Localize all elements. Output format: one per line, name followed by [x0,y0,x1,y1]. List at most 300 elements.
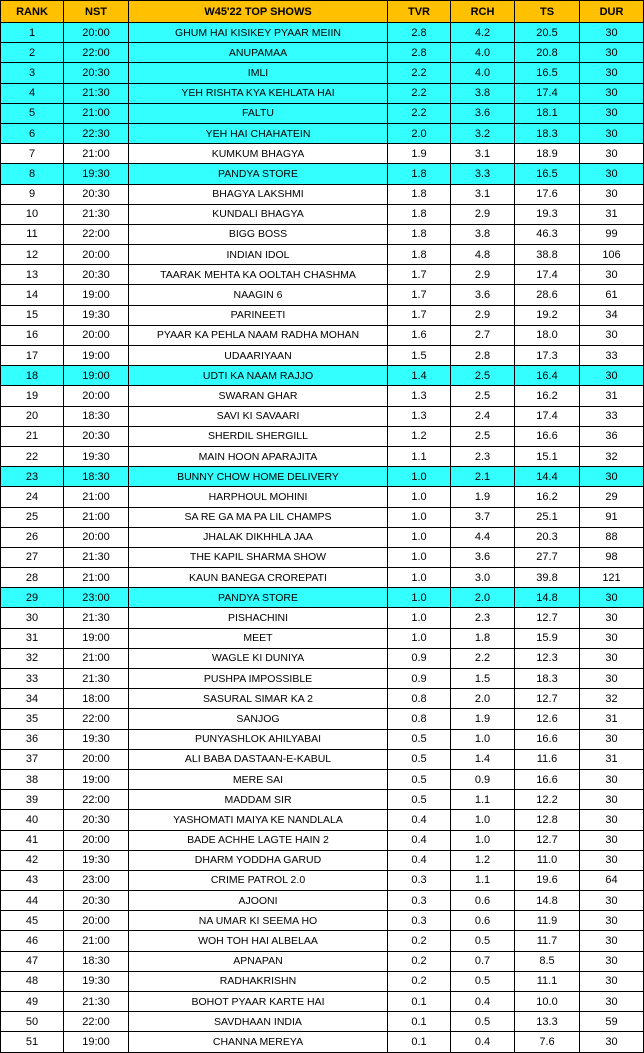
dur-cell: 99 [580,224,644,244]
rank-cell: 14 [1,285,64,305]
rch-cell: 0.5 [451,931,515,951]
nst-cell: 21:00 [64,507,129,527]
show-title-cell: SAVI KI SAVAARI [129,406,388,426]
dur-cell: 30 [580,83,644,103]
dur-cell: 91 [580,507,644,527]
ts-cell: 14.8 [515,891,580,911]
table-row [1,224,644,244]
rch-cell: 0.7 [451,951,515,971]
rank-cell: 24 [1,487,64,507]
tvr-cell: 0.1 [388,1032,451,1052]
rank-cell: 51 [1,1032,64,1052]
ts-cell: 13.3 [515,1012,580,1032]
tvr-cell: 0.4 [388,850,451,870]
tvr-cell: 1.2 [388,426,451,446]
show-title-cell: KUNDALI BHAGYA [129,204,388,224]
rch-cell: 3.6 [451,547,515,567]
rch-cell: 0.4 [451,1032,515,1052]
show-title-cell: BHAGYA LAKSHMI [129,184,388,204]
table-row [1,426,644,446]
rank-cell: 17 [1,346,64,366]
header-show: W45'22 TOP SHOWS [129,1,388,23]
dur-cell: 30 [580,830,644,850]
rch-cell: 1.8 [451,628,515,648]
table-body [1,23,644,1053]
nst-cell: 21:30 [64,547,129,567]
tvr-cell: 1.4 [388,366,451,386]
nst-cell: 18:30 [64,406,129,426]
table-row [1,608,644,628]
rch-cell: 1.9 [451,709,515,729]
tvr-cell: 2.2 [388,63,451,83]
table-row [1,446,644,466]
ts-cell: 25.1 [515,507,580,527]
rank-cell: 27 [1,547,64,567]
dur-cell: 30 [580,103,644,123]
ts-cell: 15.9 [515,628,580,648]
nst-cell: 20:30 [64,891,129,911]
table-row [1,43,644,63]
nst-cell: 20:30 [64,184,129,204]
dur-cell: 30 [580,608,644,628]
tvr-cell: 1.0 [388,527,451,547]
nst-cell: 20:30 [64,265,129,285]
ts-cell: 17.4 [515,265,580,285]
table-row [1,83,644,103]
rank-cell: 33 [1,669,64,689]
show-title-cell: PYAAR KA PEHLA NAAM RADHA MOHAN [129,325,388,345]
nst-cell: 19:00 [64,285,129,305]
show-title-cell: SASURAL SIMAR KA 2 [129,689,388,709]
table-row [1,568,644,588]
nst-cell: 21:30 [64,669,129,689]
show-title-cell: JHALAK DIKHHLA JAA [129,527,388,547]
nst-cell: 18:00 [64,689,129,709]
table-row [1,103,644,123]
rch-cell: 3.1 [451,144,515,164]
ts-cell: 17.4 [515,406,580,426]
header-nst: NST [64,1,129,23]
rch-cell: 1.9 [451,487,515,507]
dur-cell: 88 [580,527,644,547]
table-row [1,891,644,911]
dur-cell: 30 [580,123,644,143]
show-title-cell: UDAARIYAAN [129,346,388,366]
table-row [1,769,644,789]
show-title-cell: BIGG BOSS [129,224,388,244]
nst-cell: 21:00 [64,144,129,164]
ts-cell: 12.7 [515,689,580,709]
tvr-cell: 0.9 [388,648,451,668]
rch-cell: 0.4 [451,992,515,1012]
show-title-cell: HARPHOUL MOHINI [129,487,388,507]
tvr-cell: 0.4 [388,810,451,830]
show-title-cell: APNAPAN [129,951,388,971]
ts-cell: 16.5 [515,63,580,83]
dur-cell: 30 [580,648,644,668]
rch-cell: 2.8 [451,346,515,366]
header-rch: RCH [451,1,515,23]
show-title-cell: AJOONI [129,891,388,911]
table-row [1,850,644,870]
rank-cell: 20 [1,406,64,426]
rank-cell: 35 [1,709,64,729]
nst-cell: 22:00 [64,709,129,729]
dur-cell: 30 [580,23,644,43]
tvr-cell: 1.8 [388,224,451,244]
rank-cell: 1 [1,23,64,43]
nst-cell: 21:00 [64,648,129,668]
rch-cell: 2.4 [451,406,515,426]
rch-cell: 2.7 [451,325,515,345]
ts-cell: 16.6 [515,729,580,749]
tvr-cell: 0.1 [388,1012,451,1032]
nst-cell: 22:00 [64,790,129,810]
rank-cell: 47 [1,951,64,971]
dur-cell: 34 [580,305,644,325]
rch-cell: 1.0 [451,729,515,749]
rank-cell: 44 [1,891,64,911]
tvr-cell: 1.0 [388,547,451,567]
ts-cell: 14.4 [515,467,580,487]
rch-cell: 3.8 [451,224,515,244]
table-row [1,951,644,971]
dur-cell: 31 [580,204,644,224]
show-title-cell: TAARAK MEHTA KA OOLTAH CHASHMA [129,265,388,285]
show-title-cell: NA UMAR KI SEEMA HO [129,911,388,931]
dur-cell: 30 [580,144,644,164]
table-row [1,325,644,345]
dur-cell: 30 [580,1032,644,1052]
table-row [1,527,644,547]
ts-cell: 16.2 [515,386,580,406]
show-title-cell: UDTI KA NAAM RAJJO [129,366,388,386]
table-header-row [1,1,644,23]
show-title-cell: WAGLE KI DUNIYA [129,648,388,668]
dur-cell: 30 [580,467,644,487]
dur-cell: 121 [580,568,644,588]
tvr-cell: 1.1 [388,446,451,466]
show-title-cell: DHARM YODDHA GARUD [129,850,388,870]
rank-cell: 32 [1,648,64,668]
rank-cell: 2 [1,43,64,63]
rank-cell: 45 [1,911,64,931]
dur-cell: 30 [580,810,644,830]
show-title-cell: NAAGIN 6 [129,285,388,305]
tvr-cell: 2.8 [388,23,451,43]
dur-cell: 30 [580,325,644,345]
nst-cell: 19:30 [64,971,129,991]
rch-cell: 2.3 [451,608,515,628]
ts-cell: 39.8 [515,568,580,588]
ts-cell: 11.7 [515,931,580,951]
nst-cell: 21:00 [64,931,129,951]
table-row [1,1032,644,1052]
nst-cell: 23:00 [64,870,129,890]
table-row [1,305,644,325]
table-row [1,285,644,305]
nst-cell: 22:00 [64,224,129,244]
show-title-cell: PISHACHINI [129,608,388,628]
tvr-cell: 2.2 [388,103,451,123]
ts-cell: 14.8 [515,588,580,608]
rch-cell: 1.1 [451,870,515,890]
dur-cell: 30 [580,184,644,204]
dur-cell: 98 [580,547,644,567]
rank-cell: 26 [1,527,64,547]
rank-cell: 23 [1,467,64,487]
table-row [1,63,644,83]
rch-cell: 3.0 [451,568,515,588]
tvr-cell: 0.8 [388,709,451,729]
tvr-cell: 0.3 [388,870,451,890]
ts-cell: 16.2 [515,487,580,507]
table-row [1,547,644,567]
dur-cell: 30 [580,628,644,648]
rch-cell: 2.9 [451,305,515,325]
rank-cell: 25 [1,507,64,527]
show-title-cell: MERE SAI [129,769,388,789]
tvr-cell: 2.8 [388,43,451,63]
dur-cell: 29 [580,487,644,507]
ts-cell: 16.6 [515,426,580,446]
show-title-cell: SA RE GA MA PA LIL CHAMPS [129,507,388,527]
show-title-cell: MADDAM SIR [129,790,388,810]
rank-cell: 34 [1,689,64,709]
tvr-cell: 0.5 [388,790,451,810]
dur-cell: 33 [580,346,644,366]
tvr-cell: 1.6 [388,325,451,345]
table-row [1,588,644,608]
ts-cell: 12.7 [515,608,580,628]
rch-cell: 0.6 [451,891,515,911]
tvr-cell: 1.8 [388,164,451,184]
rch-cell: 1.5 [451,669,515,689]
show-title-cell: BADE ACHHE LAGTE HAIN 2 [129,830,388,850]
dur-cell: 30 [580,669,644,689]
ts-cell: 38.8 [515,245,580,265]
dur-cell: 30 [580,729,644,749]
dur-cell: 59 [580,1012,644,1032]
rch-cell: 3.6 [451,103,515,123]
show-title-cell: YASHOMATI MAIYA KE NANDLALA [129,810,388,830]
nst-cell: 21:00 [64,487,129,507]
rank-cell: 22 [1,446,64,466]
table-row [1,870,644,890]
ts-cell: 18.9 [515,144,580,164]
tvr-cell: 1.7 [388,305,451,325]
show-title-cell: CRIME PATROL 2.0 [129,870,388,890]
show-title-cell: KAUN BANEGA CROREPATI [129,568,388,588]
rch-cell: 3.3 [451,164,515,184]
ts-cell: 20.8 [515,43,580,63]
table-row [1,729,644,749]
tvr-cell: 0.8 [388,689,451,709]
rch-cell: 1.2 [451,850,515,870]
nst-cell: 21:30 [64,204,129,224]
rank-cell: 15 [1,305,64,325]
table-row [1,1012,644,1032]
nst-cell: 23:00 [64,588,129,608]
nst-cell: 20:00 [64,245,129,265]
table-row [1,790,644,810]
nst-cell: 19:00 [64,628,129,648]
table-row [1,204,644,224]
nst-cell: 20:30 [64,426,129,446]
ts-cell: 19.3 [515,204,580,224]
nst-cell: 20:00 [64,386,129,406]
rch-cell: 1.0 [451,830,515,850]
ts-cell: 20.3 [515,527,580,547]
dur-cell: 36 [580,426,644,446]
tvr-cell: 1.0 [388,588,451,608]
rank-cell: 50 [1,1012,64,1032]
table-row [1,184,644,204]
dur-cell: 31 [580,709,644,729]
rank-cell: 18 [1,366,64,386]
show-title-cell: KUMKUM BHAGYA [129,144,388,164]
ts-cell: 11.1 [515,971,580,991]
ts-cell: 19.2 [515,305,580,325]
tvr-cell: 0.2 [388,971,451,991]
ts-cell: 12.2 [515,790,580,810]
table-row [1,830,644,850]
show-title-cell: RADHAKRISHN [129,971,388,991]
ts-cell: 10.0 [515,992,580,1012]
rank-cell: 3 [1,63,64,83]
tvr-cell: 0.5 [388,769,451,789]
dur-cell: 30 [580,43,644,63]
rch-cell: 1.1 [451,790,515,810]
ts-cell: 20.5 [515,23,580,43]
rch-cell: 3.1 [451,184,515,204]
nst-cell: 19:30 [64,729,129,749]
nst-cell: 20:00 [64,911,129,931]
ts-cell: 7.6 [515,1032,580,1052]
nst-cell: 19:00 [64,769,129,789]
dur-cell: 30 [580,971,644,991]
tvr-cell: 0.3 [388,891,451,911]
nst-cell: 20:00 [64,749,129,769]
nst-cell: 20:30 [64,63,129,83]
tvr-cell: 0.3 [388,911,451,931]
table-row [1,749,644,769]
table-row [1,467,644,487]
dur-cell: 31 [580,386,644,406]
rank-cell: 9 [1,184,64,204]
tvr-cell: 1.8 [388,204,451,224]
rank-cell: 19 [1,386,64,406]
table-row [1,23,644,43]
header-dur: DUR [580,1,644,23]
show-title-cell: INDIAN IDOL [129,245,388,265]
ts-cell: 46.3 [515,224,580,244]
tvr-cell: 1.5 [388,346,451,366]
table-row [1,810,644,830]
nst-cell: 18:30 [64,951,129,971]
rank-cell: 31 [1,628,64,648]
show-title-cell: SANJOG [129,709,388,729]
tvr-cell: 0.4 [388,830,451,850]
table-row [1,911,644,931]
table-row [1,406,644,426]
dur-cell: 33 [580,406,644,426]
tvr-cell: 1.9 [388,144,451,164]
table-row [1,164,644,184]
rch-cell: 2.2 [451,648,515,668]
show-title-cell: PANDYA STORE [129,164,388,184]
nst-cell: 21:00 [64,103,129,123]
nst-cell: 21:30 [64,608,129,628]
dur-cell: 30 [580,992,644,1012]
rch-cell: 0.5 [451,971,515,991]
nst-cell: 22:30 [64,123,129,143]
tvr-cell: 1.0 [388,608,451,628]
dur-cell: 30 [580,951,644,971]
nst-cell: 22:00 [64,43,129,63]
header-rank: RANK [1,1,64,23]
tvr-cell: 0.2 [388,931,451,951]
table-row [1,366,644,386]
table-row [1,931,644,951]
rank-cell: 49 [1,992,64,1012]
rank-cell: 21 [1,426,64,446]
show-title-cell: ALI BABA DASTAAN-E-KABUL [129,749,388,769]
nst-cell: 20:00 [64,527,129,547]
dur-cell: 30 [580,63,644,83]
nst-cell: 21:30 [64,992,129,1012]
ts-cell: 12.7 [515,830,580,850]
rank-cell: 10 [1,204,64,224]
rank-cell: 16 [1,325,64,345]
tvr-cell: 0.1 [388,992,451,1012]
dur-cell: 30 [580,366,644,386]
show-title-cell: CHANNA MEREYA [129,1032,388,1052]
table-row [1,648,644,668]
tvr-cell: 0.9 [388,669,451,689]
ts-cell: 17.4 [515,83,580,103]
table-row [1,628,644,648]
tvr-cell: 1.0 [388,568,451,588]
dur-cell: 30 [580,850,644,870]
rch-cell: 4.0 [451,63,515,83]
tvr-cell: 2.0 [388,123,451,143]
rank-cell: 11 [1,224,64,244]
rank-cell: 29 [1,588,64,608]
ts-cell: 18.3 [515,123,580,143]
dur-cell: 64 [580,870,644,890]
tvr-cell: 1.0 [388,467,451,487]
ts-cell: 18.0 [515,325,580,345]
table-row [1,265,644,285]
show-title-cell: BOHOT PYAAR KARTE HAI [129,992,388,1012]
show-title-cell: ANUPAMAA [129,43,388,63]
tvr-cell: 0.2 [388,951,451,971]
table-row [1,123,644,143]
rch-cell: 4.4 [451,527,515,547]
tvr-cell: 2.2 [388,83,451,103]
rank-cell: 38 [1,769,64,789]
show-title-cell: PANDYA STORE [129,588,388,608]
rank-cell: 36 [1,729,64,749]
rch-cell: 4.0 [451,43,515,63]
show-title-cell: SHERDIL SHERGILL [129,426,388,446]
tvr-cell: 0.5 [388,749,451,769]
ts-cell: 11.6 [515,749,580,769]
show-title-cell: YEH HAI CHAHATEIN [129,123,388,143]
rank-cell: 41 [1,830,64,850]
show-title-cell: SAVDHAAN INDIA [129,1012,388,1032]
